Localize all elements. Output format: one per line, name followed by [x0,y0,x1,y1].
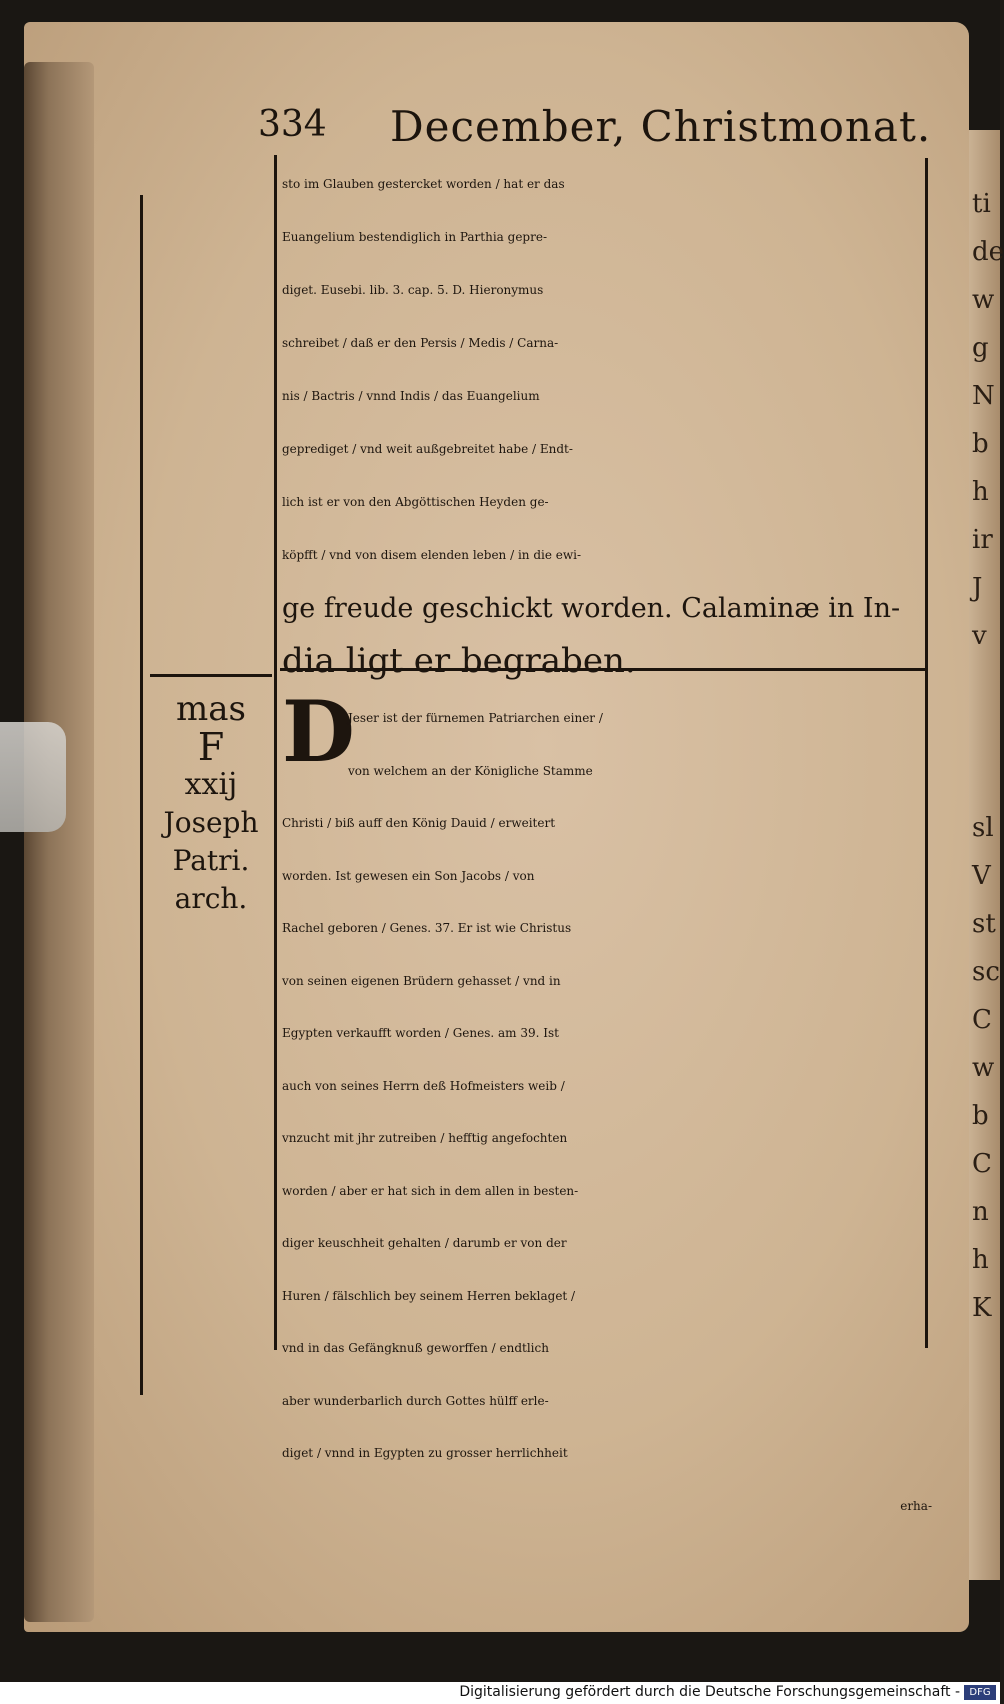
facing-page-fragment: K [972,1293,992,1323]
text-line: dia ligt er begraben. [282,641,636,681]
facing-page-fragment [972,756,1000,804]
margin-note-line: mas [176,689,246,729]
text-line: erha- [900,1498,932,1513]
margin-note-date: xxij [184,767,238,802]
text-line: auch von seines Herrn deß Hofmeisters weib / [282,1078,565,1093]
facing-page-fragment: g [972,333,989,363]
footer-credit: Digitalisierung gefördert durch die Deutsche Forschungsgemeinschaft - [459,1684,960,1700]
text-line: von welchem an der Königliche Stamme [348,763,593,778]
dfg-logo: DFG [964,1685,996,1700]
text-line: sto im Glauben gestercket worden / hat er das [282,177,565,191]
text-line: worden / aber er hat sich in dem allen in besten- [282,1183,579,1198]
upper-paragraph [282,158,900,688]
facing-page-fragment: w [972,1053,995,1083]
text-line: Rachel geboren / Genes. 37. Er ist wie Christus [282,921,572,935]
facing-page-fragment: n [972,1197,989,1227]
digitization-footer [0,1682,1000,1704]
margin-note-line: arch. [174,882,248,915]
outer-margin-rule [140,195,143,1395]
text-line: aber wunderbarlich durch Gottes hülff erle- [282,1393,549,1408]
text-line: Jeser ist der fürnemen Patriarchen einer / [348,711,603,725]
facing-page-fragment: C [972,1149,992,1179]
page-number: 334 [258,104,327,145]
facing-page-letters [972,180,1004,1332]
facing-page-fragment: b [972,429,989,459]
margin-note-line: Patri. [172,844,250,877]
section-divider-left [150,674,272,677]
facing-page-fragment: h [972,477,989,507]
text-line: diger keuschheit gehalten / darumb er von der [282,1236,567,1250]
text-line: diget. Eusebi. lib. 3. cap. 5. D. Hieronymus [282,283,544,297]
facing-page-fragment: ti [972,189,991,219]
text-line: Huren / fälschlich bey seinem Herren beklaget / [282,1288,576,1303]
facing-page-fragment: N [972,381,995,411]
facing-page-fragment: st [972,909,996,939]
margin-note-letter: F [197,725,225,769]
drop-cap: D [282,682,355,781]
text-line: vnzucht mit jhr zutreiben / hefftig angefochten [282,1131,568,1145]
page-clip [0,722,66,832]
margin-note-line: Joseph [163,806,259,839]
facing-page-fragment: v [972,621,987,651]
text-line: vnd in das Gefängknuß geworffen / endtlich [282,1341,549,1355]
text-line: worden. Ist gewesen ein Son Jacobs / von [282,868,535,883]
facing-page-fragment: b [972,1101,989,1131]
facing-page-fragment: V [972,861,991,891]
text-line: geprediget / vnd weit außgebreitet habe / Endt- [282,442,573,456]
lower-paragraph [282,682,932,1532]
facing-page-fragment: sl [972,813,994,843]
facing-page-fragment: w [972,285,995,315]
text-line: Euangelium bestendiglich in Parthia gepre- [282,230,548,244]
text-line: köpfft / vnd von disem elenden leben / in die ewi- [282,548,582,562]
facing-page-fragment: h [972,1245,989,1275]
page-gutter [24,62,94,1622]
facing-page-fragment: de [972,237,1004,267]
inner-margin-rule [274,155,277,1350]
facing-page-fragment: J [972,573,983,603]
facing-page-fragment [972,708,1000,756]
margin-note [150,690,272,918]
text-line: von seinen eigenen Brüdern gehasset / vnd in [282,973,561,988]
text-line: lich ist er von den Abgöttischen Heyden ge- [282,495,549,509]
text-line: schreibet / daß er den Persis / Medis / Carna- [282,336,559,350]
page-header [258,102,938,152]
facing-page-fragment: ir [972,525,993,555]
text-line: Christi / biß auff den König Dauid / erweitert [282,816,556,830]
text-line: nis / Bactris / vnnd Indis / das Euangelium [282,389,540,403]
facing-page-fragment: sc [972,957,1000,987]
running-title: December, Christmonat. [390,102,932,151]
text-line: ge freude geschickt worden. Calaminæ in In- [282,593,901,624]
text-line: Egypten verkaufft worden / Genes. am 39. Ist [282,1026,559,1040]
facing-page-fragment [972,660,1000,708]
text-line: diget / vnnd in Egypten zu grosser herrlichheit [282,1446,568,1460]
facing-page-fragment: C [972,1005,992,1035]
